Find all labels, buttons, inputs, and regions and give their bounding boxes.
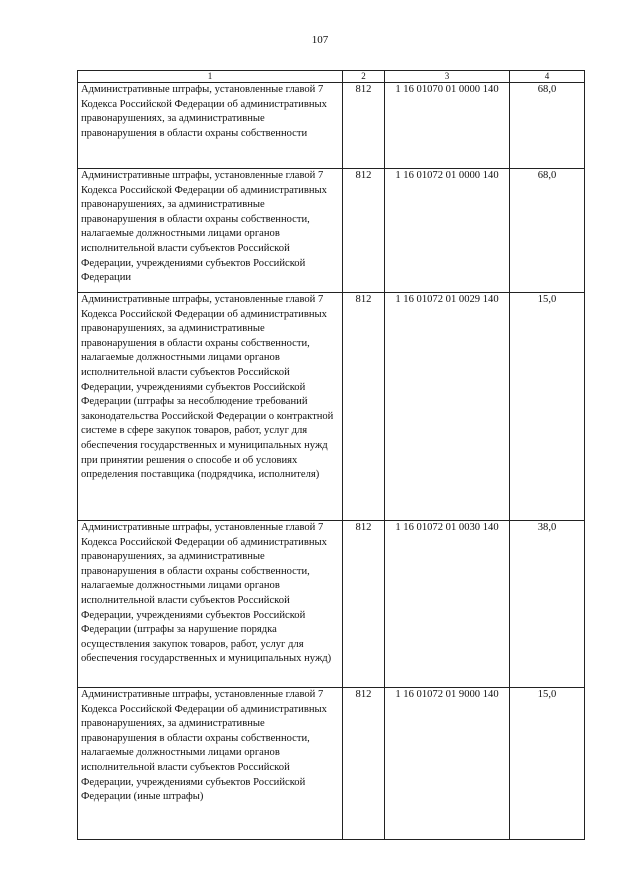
row-amount: 38,0 xyxy=(510,521,585,688)
row-amount: 68,0 xyxy=(510,83,585,169)
table-header-row xyxy=(78,71,585,83)
row-description: Административные штрафы, установленные главой 7 Кодекса Российской Федерации об административных правонарушениях, за административные правонарушения в области охраны собственности, налагаемые должностными лицами органов исполнительной власти субъектов Российской Федерации, учреждениями субъектов Российской Федерации (штрафы за несоблюдение требований законодательства Российской Федерации о контрактной системе в сфере закупок товаров, работ, услуг для обеспечения государственных и муниципальных нужд при принятии решения о способе и об условиях определения поставщика (подрядчика, исполнителя) xyxy=(78,293,343,521)
row-admin-code: 812 xyxy=(343,83,385,169)
row-description: Административные штрафы, установленные главой 7 Кодекса Российской Федерации об административных правонарушениях, за административные правонарушения в области охраны собственности, налагаемые должностными лицами органов исполнительной власти субъектов Российской Федерации, учреждениями субъектов Российской Федерации (иные штрафы) xyxy=(78,688,343,840)
row-description: Административные штрафы, установленные главой 7 Кодекса Российской Федерации об административных правонарушениях, за административные правонарушения в области охраны собственности xyxy=(78,83,343,169)
column-header-2: 2 xyxy=(343,71,385,83)
row-admin-code: 812 xyxy=(343,521,385,688)
budget-table xyxy=(77,70,585,840)
table-row xyxy=(78,293,585,521)
row-admin-code: 812 xyxy=(343,293,385,521)
row-amount: 68,0 xyxy=(510,169,585,293)
row-amount: 15,0 xyxy=(510,688,585,840)
table-row xyxy=(78,521,585,688)
row-budget-code: 1 16 01070 01 0000 140 xyxy=(385,83,510,169)
row-budget-code: 1 16 01072 01 0029 140 xyxy=(385,293,510,521)
row-description: Административные штрафы, установленные главой 7 Кодекса Российской Федерации об административных правонарушениях, за административные правонарушения в области охраны собственности, налагаемые должностными лицами органов исполнительной власти субъектов Российской Федерации, учреждениями субъектов Российской Федерации (штрафы за нарушение порядка осуществления закупок товаров, работ, услуг для обеспечения государственных и муниципальных нужд) xyxy=(78,521,343,688)
row-admin-code: 812 xyxy=(343,688,385,840)
row-budget-code: 1 16 01072 01 9000 140 xyxy=(385,688,510,840)
column-header-4: 4 xyxy=(510,71,585,83)
column-header-1: 1 xyxy=(78,71,343,83)
row-admin-code: 812 xyxy=(343,169,385,293)
row-budget-code: 1 16 01072 01 0000 140 xyxy=(385,169,510,293)
row-budget-code: 1 16 01072 01 0030 140 xyxy=(385,521,510,688)
page-number: 107 xyxy=(311,34,329,46)
row-amount: 15,0 xyxy=(510,293,585,521)
table-row xyxy=(78,83,585,169)
table-row xyxy=(78,169,585,293)
column-header-3: 3 xyxy=(385,71,510,83)
table-row xyxy=(78,688,585,840)
row-description: Административные штрафы, установленные главой 7 Кодекса Российской Федерации об административных правонарушениях, за административные правонарушения в области охраны собственности, налагаемые должностными лицами органов исполнительной власти субъектов Российской Федерации, учреждениями субъектов Российской Федерации xyxy=(78,169,343,293)
